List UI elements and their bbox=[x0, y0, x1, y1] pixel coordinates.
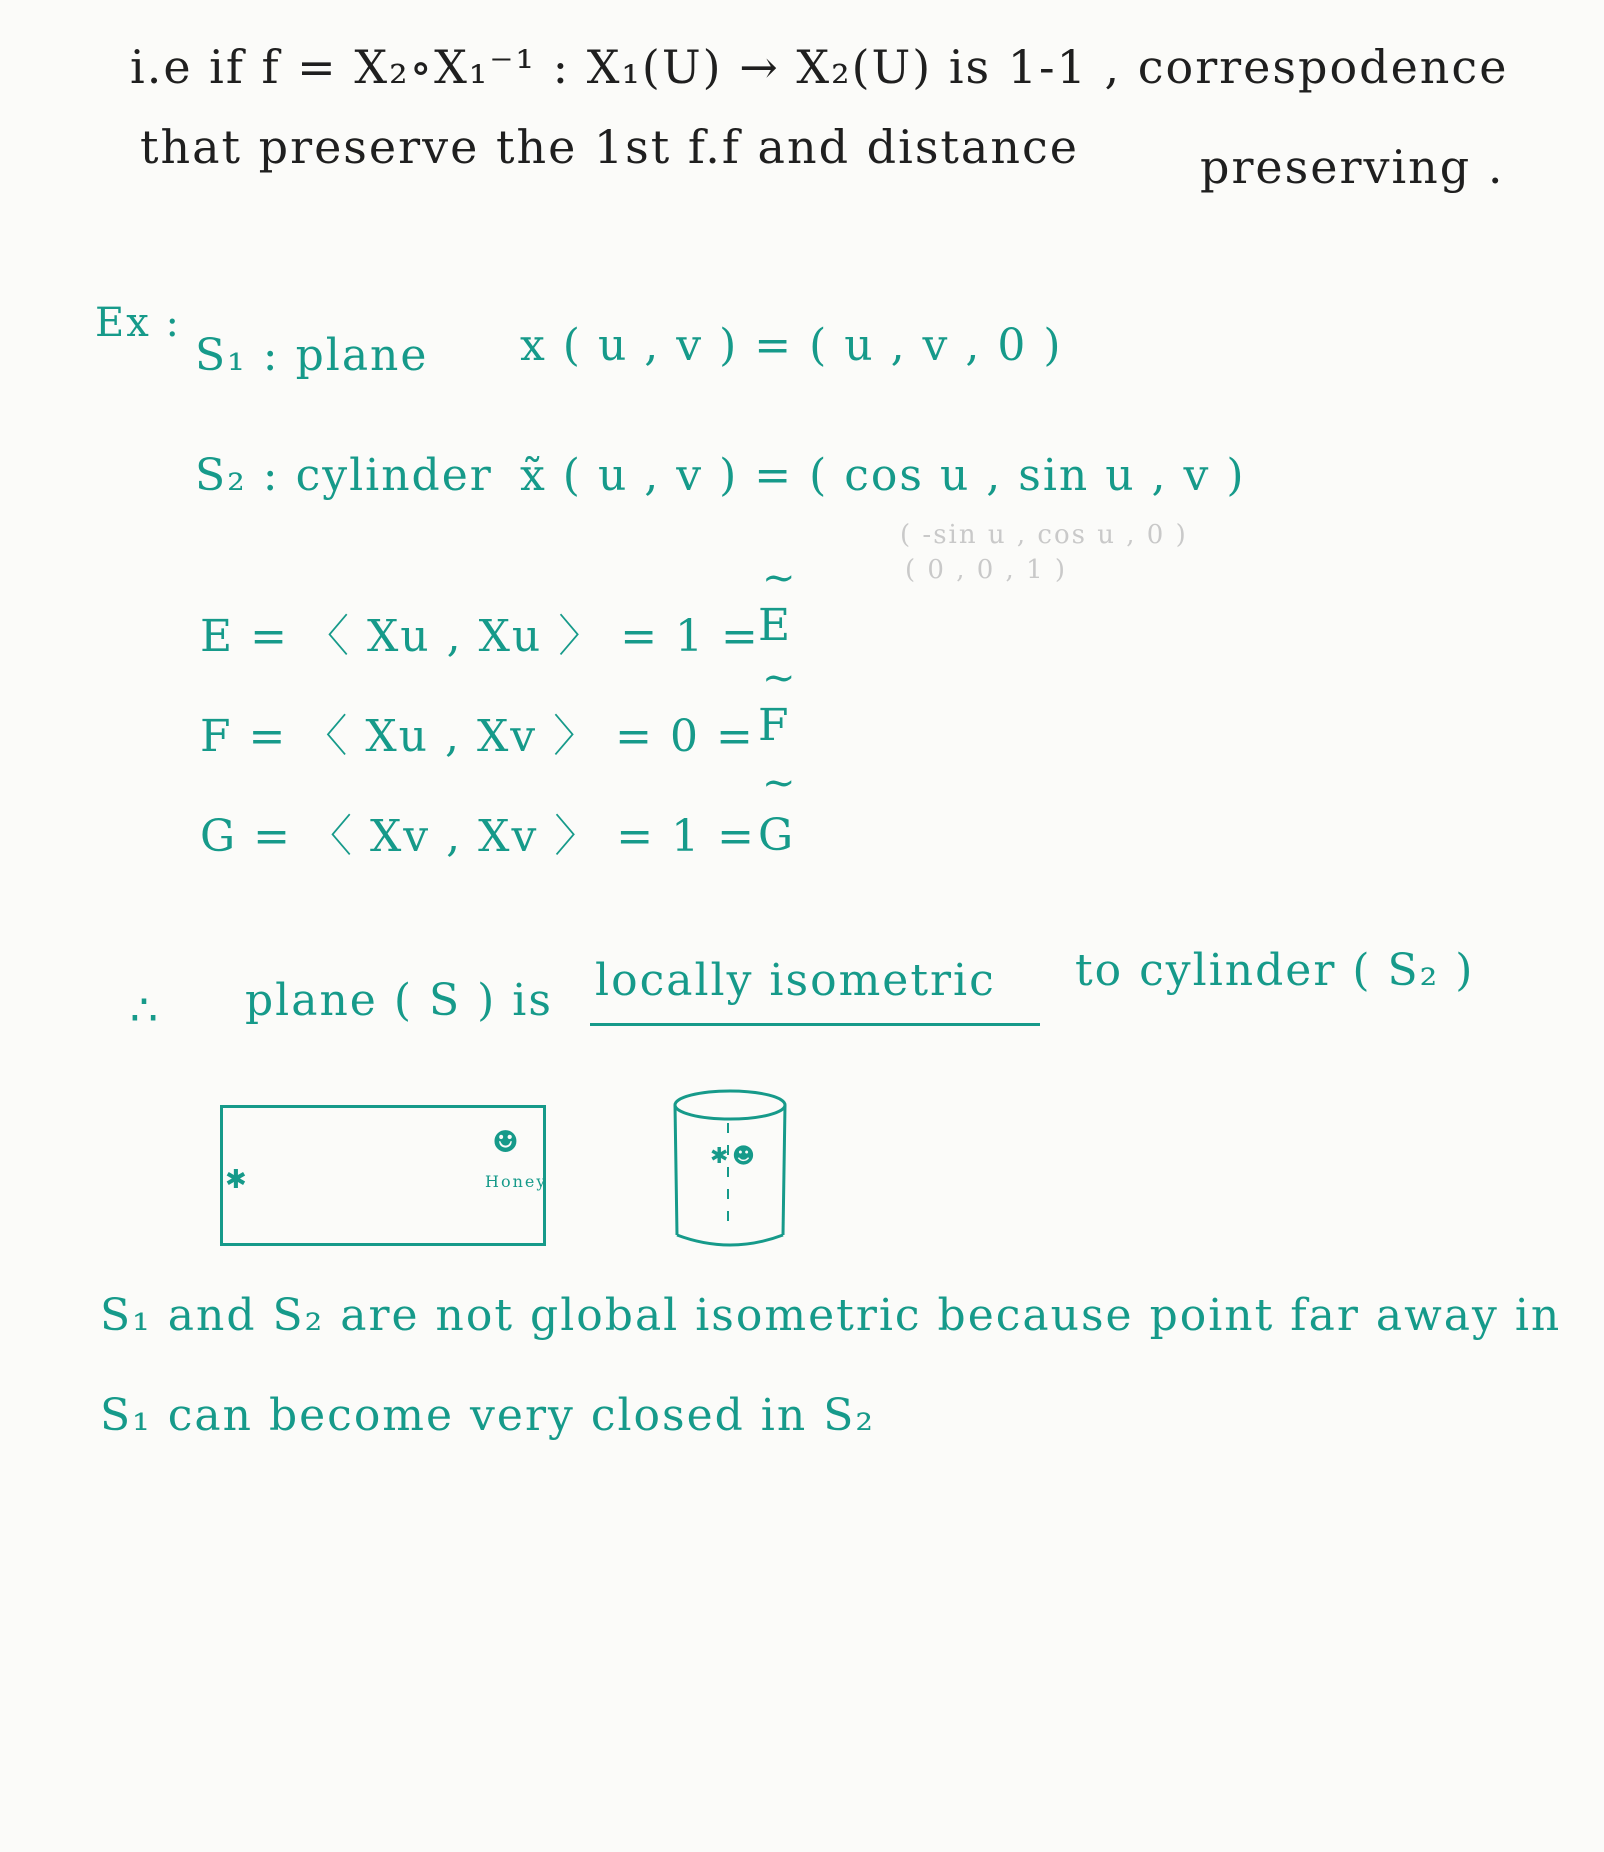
conclusion-emphasis: locally isometric bbox=[595, 955, 996, 1006]
example-label: Ex : bbox=[95, 300, 181, 346]
therefore-symbol: ∴ bbox=[130, 985, 160, 1036]
s1-definition: S₁ : plane bbox=[195, 330, 429, 381]
s2-parametrization: x̃ ( u , v ) = ( cos u , sin u , v ) bbox=[520, 450, 1246, 501]
cylinder-diagram bbox=[670, 1085, 790, 1255]
e-tilde-coefficient: E bbox=[758, 600, 793, 651]
tilde-mark-f: ~ bbox=[762, 655, 796, 701]
bee-on-plane-icon: ✱ bbox=[225, 1165, 249, 1195]
tilde-mark-g: ~ bbox=[762, 760, 796, 806]
faint-note-2: ( 0 , 0 , 1 ) bbox=[905, 555, 1068, 585]
emphasis-underline bbox=[590, 1023, 1040, 1026]
honey-pot-icon: ☻ bbox=[492, 1125, 521, 1160]
f-tilde-coefficient: F bbox=[758, 700, 791, 751]
s2-definition: S₂ : cylinder bbox=[195, 450, 493, 501]
closing-line-1: S₁ and S₂ are not global isometric because point far away in bbox=[100, 1290, 1562, 1341]
intro-line-2b: preserving . bbox=[1200, 140, 1505, 194]
svg-text:✱: ✱ bbox=[710, 1144, 729, 1169]
intro-line-2a: that preserve the 1st f.f and distance bbox=[140, 120, 1079, 174]
tilde-mark-e: ~ bbox=[762, 555, 796, 601]
g-tilde-coefficient: G bbox=[758, 810, 796, 861]
s1-parametrization: x ( u , v ) = ( u , v , 0 ) bbox=[520, 320, 1063, 371]
intro-line-1: i.e if f = X₂∘X₁⁻¹ : X₁(U) → X₂(U) is 1-1 , correspodence bbox=[130, 40, 1509, 94]
f-coefficient: F = 〈 Xu , Xv 〉 = 0 = bbox=[200, 711, 755, 762]
conclusion-text-a: plane ( S ) is bbox=[245, 975, 553, 1026]
faint-note-1: ( -sin u , cos u , 0 ) bbox=[900, 520, 1188, 550]
g-coefficient: G = 〈 Xv , Xv 〉 = 1 = bbox=[200, 811, 756, 862]
conclusion-text-b: to cylinder ( S₂ ) bbox=[1075, 945, 1475, 996]
svg-text:☻: ☻ bbox=[732, 1144, 755, 1169]
closing-line-2: S₁ can become very closed in S₂ bbox=[100, 1390, 875, 1441]
e-coefficient: E = 〈 Xu , Xu 〉 = 1 = bbox=[200, 611, 760, 662]
honey-label: Honey bbox=[485, 1172, 548, 1191]
